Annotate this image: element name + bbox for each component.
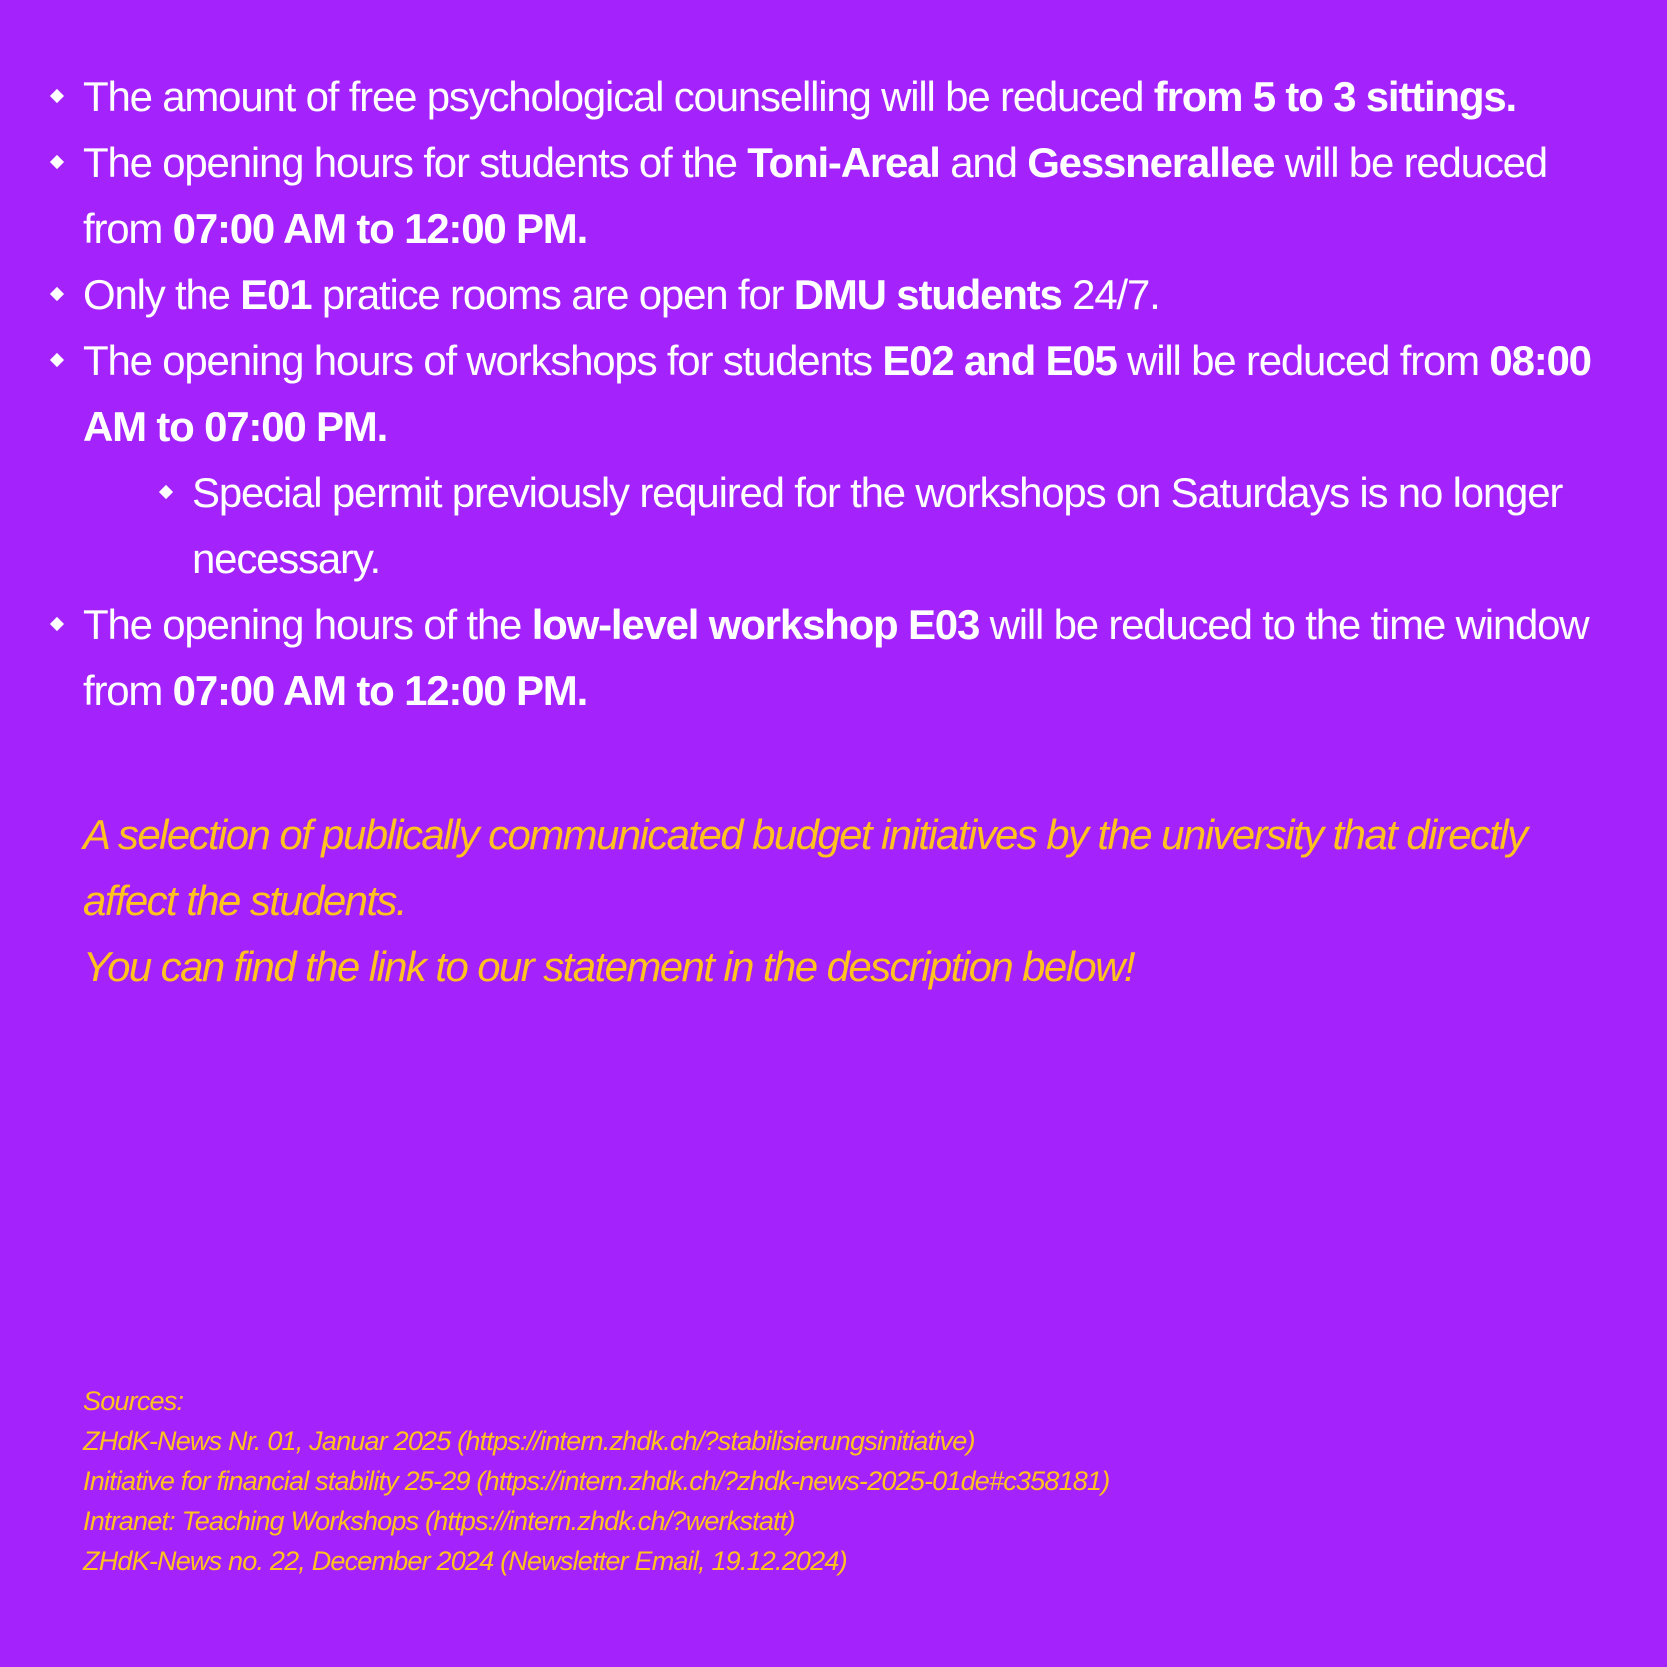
list-item: The amount of free psychological counselling will be reduced from 5 to 3 sittings. bbox=[0, 64, 1667, 130]
highlight: 08:00 AM to 07:00 PM. bbox=[83, 337, 1591, 450]
list-item: Only the E01 pratice rooms are open for DMU students 24/7. bbox=[0, 262, 1667, 328]
highlight: from 5 to 3 sittings. bbox=[1153, 73, 1516, 120]
context-note bbox=[83, 802, 1603, 1000]
source-item: Initiative for financial stability 25-29 (https://intern.zhdk.ch/?zhdk-news-2025-01de#c358181) bbox=[83, 1466, 1110, 1496]
sources-heading: Sources: bbox=[83, 1386, 184, 1416]
highlight: E02 and E05 bbox=[882, 337, 1117, 384]
list-item: The opening hours of the low-level workshop E03 will be reduced to the time window from 07:00 AM to 12:00 PM. bbox=[0, 592, 1667, 724]
diamond-bullet-icon bbox=[50, 155, 64, 169]
list-item: The opening hours of workshops for students E02 and E05 will be reduced from 08:00 AM to 07:00 PM. bbox=[0, 328, 1667, 460]
list-item: The opening hours for students of the Toni-Areal and Gessnerallee will be reduced from 07:00 AM to 12:00 PM. bbox=[0, 130, 1667, 262]
measures-list bbox=[0, 64, 1667, 724]
diamond-bullet-icon bbox=[159, 485, 173, 499]
highlight: low-level workshop E03 bbox=[531, 601, 980, 648]
diamond-bullet-icon bbox=[50, 353, 64, 367]
highlight: 07:00 AM to 12:00 PM. bbox=[172, 205, 588, 252]
diamond-bullet-icon bbox=[50, 287, 64, 301]
highlight: Toni-Areal bbox=[747, 139, 940, 186]
sources-block bbox=[83, 1381, 1583, 1581]
source-item: Intranet: Teaching Workshops (https://intern.zhdk.ch/?werkstatt) bbox=[83, 1506, 795, 1536]
highlight: 07:00 AM to 12:00 PM. bbox=[172, 667, 588, 714]
highlight: DMU students bbox=[793, 271, 1062, 318]
source-item: ZHdK-News Nr. 01, Januar 2025 (https://intern.zhdk.ch/?stabilisierungsinitiative) bbox=[83, 1426, 975, 1456]
note-text: A selection of publically communicated budget initiatives by the university that directly affect the students. bbox=[83, 811, 1527, 924]
diamond-bullet-icon bbox=[50, 617, 64, 631]
note-cta: You can find the link to our statement in the description below! bbox=[83, 943, 1134, 990]
sub-list-item: Special permit previously required for the workshops on Saturdays is no longer necessary. bbox=[0, 460, 1667, 592]
source-item: ZHdK-News no. 22, December 2024 (Newsletter Email, 19.12.2024) bbox=[83, 1546, 847, 1576]
highlight: E01 bbox=[240, 271, 312, 318]
diamond-bullet-icon bbox=[50, 89, 64, 103]
highlight: Gessnerallee bbox=[1027, 139, 1275, 186]
